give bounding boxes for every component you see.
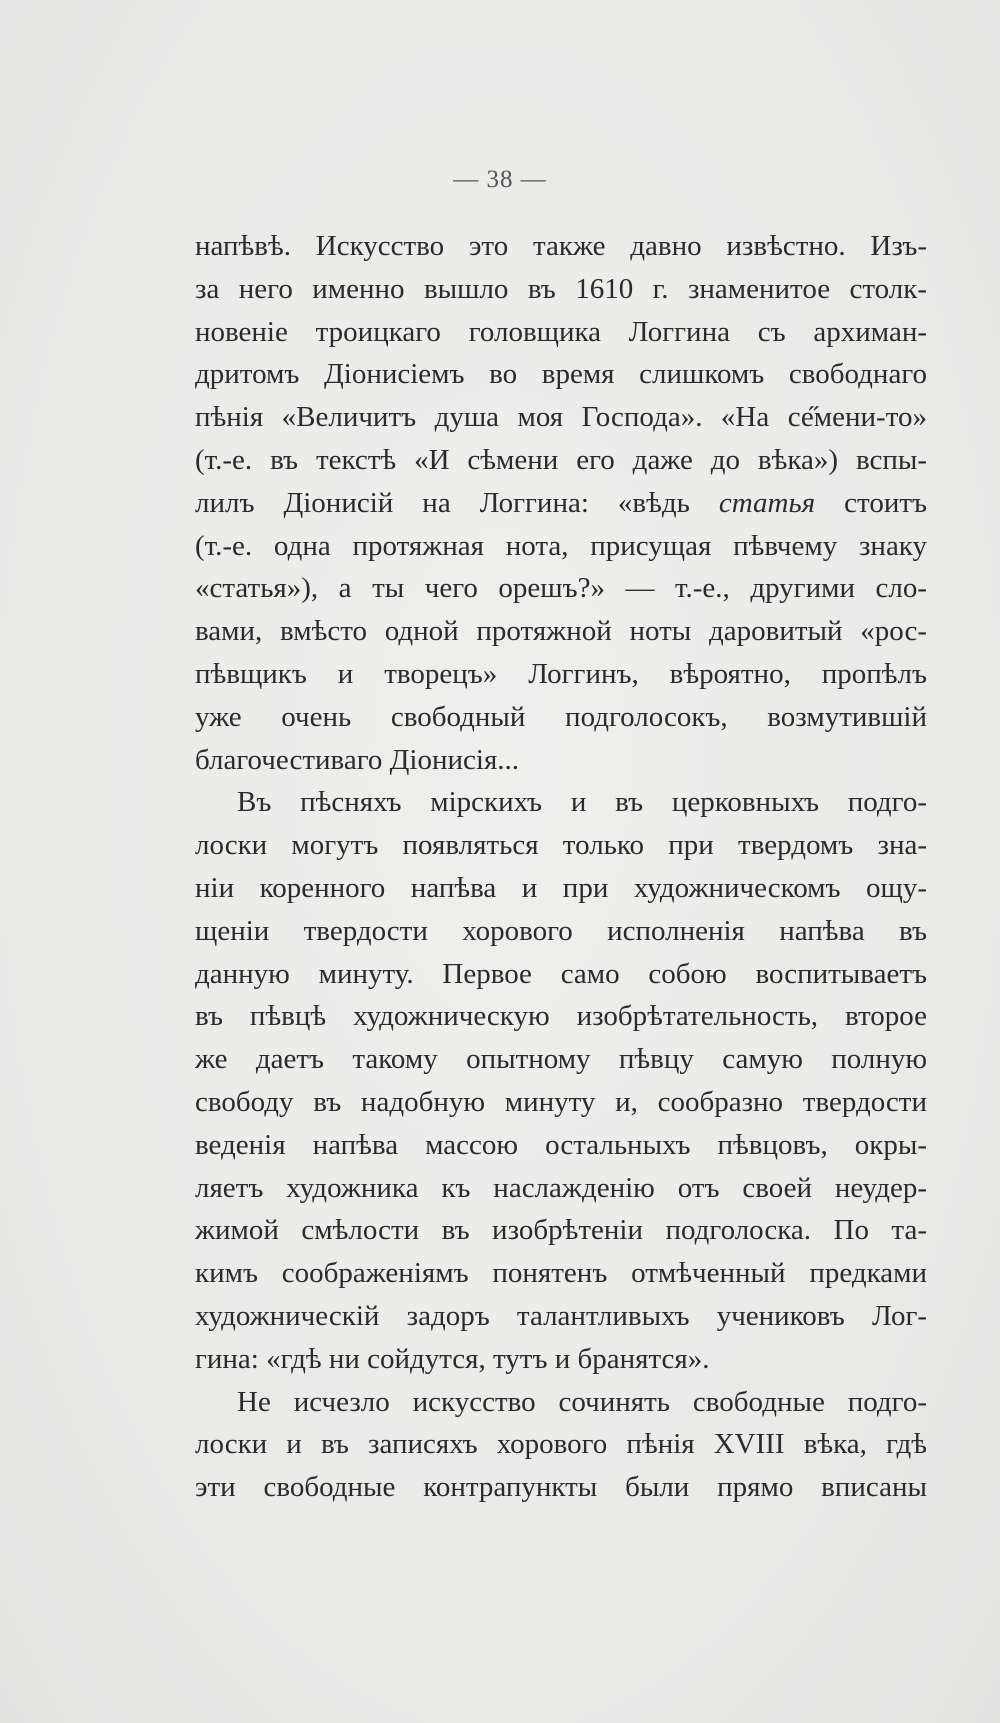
text-line: пѣнія «Величитъ душа моя Господа». «На се̋мени-то» [195,401,927,434]
paragraph-1 [195,225,927,781]
text-line: напѣвѣ. Искусство это также давно извѣстно. Изъ- [195,230,927,262]
text-line: кимъ соображеніямъ понятенъ отмѣченный предками [195,1257,927,1290]
text-line: дритомъ Діонисіемъ во время слишкомъ свободнаго [195,358,927,391]
text-line: «статья»), а ты чего орешъ?» — т.-е., другими сло- [195,572,927,605]
text-line: щеніи твердости хорового исполненія напѣва въ [195,914,927,947]
text-line: благочестиваго Діонисія... [195,743,520,776]
text-line: (т.-е. въ текстѣ «И сѣмени его даже до вѣка») вспы- [195,443,927,476]
text-line: лоски могутъ появляться только при твердомъ зна- [195,829,927,862]
text-line: веденія напѣва массою остальныхъ пѣвцовъ, окры- [195,1128,927,1161]
text-line: жимой смѣлости въ изобрѣтеніи подголоска. По та- [195,1214,927,1247]
italic-word: статья [718,486,816,519]
text-line: ніи коренного напѣва и при художническомъ ощу- [195,871,927,904]
text-line [195,482,927,525]
text-line: данную минуту. Первое само собою воспитываетъ [195,957,927,990]
text-line: новеніе троицкаго головщика Логгина съ архиман- [195,315,927,348]
text-line: (т.-е. одна протяжная нота, присущая пѣвчему знаку [195,529,927,562]
text-line: ляетъ художника къ наслажденію отъ своей неудер- [195,1171,927,1204]
page-number: — 38 — [453,166,547,193]
text-line: лоски и въ записяхъ хорового пѣнія XVIII вѣка, гдѣ [195,1428,927,1461]
text-line: гина: «гдѣ ни сойдутся, тутъ и бранятся». [195,1342,710,1375]
text-block [195,225,927,1509]
text-line: Не исчезло искусство сочинять свободные подго- [237,1385,927,1418]
text-segment: стоитъ [844,486,927,519]
text-line: уже очень свободный подголосокъ, возмутившій [195,700,927,733]
text-line: вами, вмѣсто одной протяжной ноты даровитый «рос- [195,615,927,648]
text-line: въ пѣвцѣ художническую изобрѣтательность, второе [195,1000,927,1033]
text-line: же даетъ такому опытному пѣвцу самую полную [195,1043,927,1076]
text-line: Въ пѣсняхъ мірскихъ и въ церковныхъ подго- [237,786,927,819]
paragraph-2 [195,781,927,1380]
text-segment: лилъ Діонисій на Логгина: «вѣдь [195,486,690,519]
text-line: художническій задоръ талантливыхъ учениковъ Лог- [195,1299,927,1332]
text-line: пѣвщикъ и творецъ» Логгинъ, вѣроятно, пропѣлъ [195,657,927,690]
paragraph-3 [195,1381,927,1509]
text-line: свободу въ надобную минуту и, сообразно твердости [195,1085,927,1118]
text-line: эти свободные контрапункты были прямо вписаны [195,1471,927,1504]
text-line: за него именно вышло въ 1610 г. знаменитое столк- [195,272,927,305]
